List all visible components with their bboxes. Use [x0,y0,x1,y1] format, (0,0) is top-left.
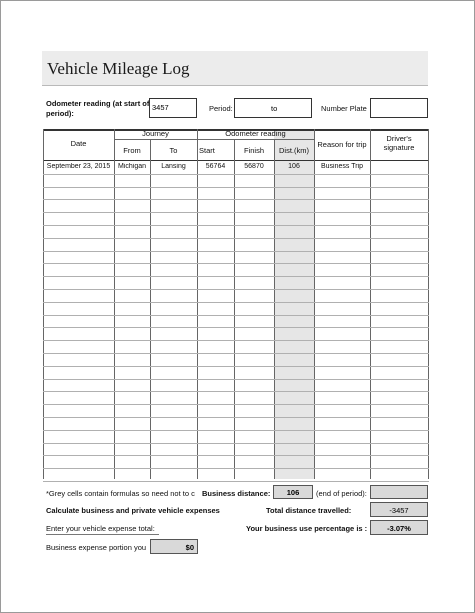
header-dist: Dist.(km) [279,146,309,155]
odometer-start-value: 3457 [152,103,169,112]
header-journey: Journey [142,129,169,138]
expense-portion-value: $0 [185,543,194,552]
col-line-1 [114,129,115,479]
business-use-label: Your business use percentage is : [246,524,368,533]
row-divider [43,379,429,380]
header-date: Date [70,139,87,148]
row-divider [43,327,429,328]
row-divider [43,174,429,175]
col-line-0 [43,129,44,479]
row-divider [43,340,429,341]
grey-cells-note: *Grey cells contain formulas so need not to c [46,489,195,498]
mileage-table [43,129,429,479]
page-title: Vehicle Mileage Log [47,59,190,78]
business-use-value: -3.07% [387,524,411,533]
total-distance-label: Total distance travelled: [266,506,352,515]
total-distance-cell [370,502,428,517]
row-divider [43,404,429,405]
expense-total-underline [46,534,159,535]
row-divider [43,391,429,392]
row-divider [43,212,429,213]
row-divider [43,455,429,456]
business-use-cell [370,520,428,535]
header-bottom-border [43,160,429,161]
row-divider [43,263,429,264]
table-cell-from[interactable]: Michigan [117,163,146,170]
header-reason: Reason for trip [317,140,367,149]
end-of-period-label: (end of period): [316,489,367,498]
period-label: Period: [209,104,233,113]
period-field[interactable] [234,98,312,118]
header-odometer: Odometer reading [225,129,286,138]
expense-portion-cell [150,539,198,554]
expense-total-label: Enter your vehicle expense total: [46,524,155,533]
business-distance-label: Business distance: [202,489,271,498]
odometer-start-field[interactable] [149,98,197,118]
row-divider [43,315,429,316]
period-to-label: to [271,104,278,113]
row-divider [43,443,429,444]
table-cell-start[interactable]: 56764 [205,163,226,170]
number-plate-field[interactable] [370,98,428,118]
end-of-period-cell[interactable] [370,485,428,499]
dist-column-shade [274,129,314,479]
header-from: From [123,146,141,155]
calc-expenses-label: Calculate business and private vehicle expenses [46,506,220,515]
row-divider [43,430,429,431]
col-line-8 [428,129,429,479]
header-start: Start [199,146,215,155]
business-distance-value: 106 [286,488,300,497]
total-distance-value: -3457 [389,506,409,515]
header-finish: Finish [243,146,264,155]
col-line-3 [197,129,198,479]
col-line-2 [150,139,151,479]
header-sub-divider [115,139,314,140]
odometer-start-label: Odometer reading (at start of period): [46,99,150,118]
col-line-4 [234,139,235,479]
header-signature: Driver's signature [383,134,415,152]
table-cell-to[interactable]: Lansing [161,163,186,170]
table-cell-reason[interactable]: Business Trip [320,163,364,170]
row-divider [43,468,429,469]
expense-portion-label: Business expense portion you [46,543,147,552]
row-divider [43,276,429,277]
number-plate-label: Number Plate [321,104,367,113]
row-divider [43,187,429,188]
row-divider [43,289,429,290]
row-divider [43,199,429,200]
header-to: To [169,146,178,155]
row-divider [43,225,429,226]
row-divider [43,302,429,303]
col-line-6 [314,129,315,479]
title-bar [42,51,428,86]
row-divider [43,353,429,354]
col-line-7 [370,129,371,479]
table-cell-finish[interactable]: 56870 [244,163,264,170]
col-line-5 [274,139,275,479]
row-divider [43,366,429,367]
table-cell-dist[interactable]: 106 [288,163,300,170]
row-divider [43,481,429,482]
row-divider [43,417,429,418]
table-cell-date[interactable]: September 23, 2015 [46,163,111,170]
row-divider [43,251,429,252]
business-distance-cell [273,485,313,499]
row-divider [43,238,429,239]
